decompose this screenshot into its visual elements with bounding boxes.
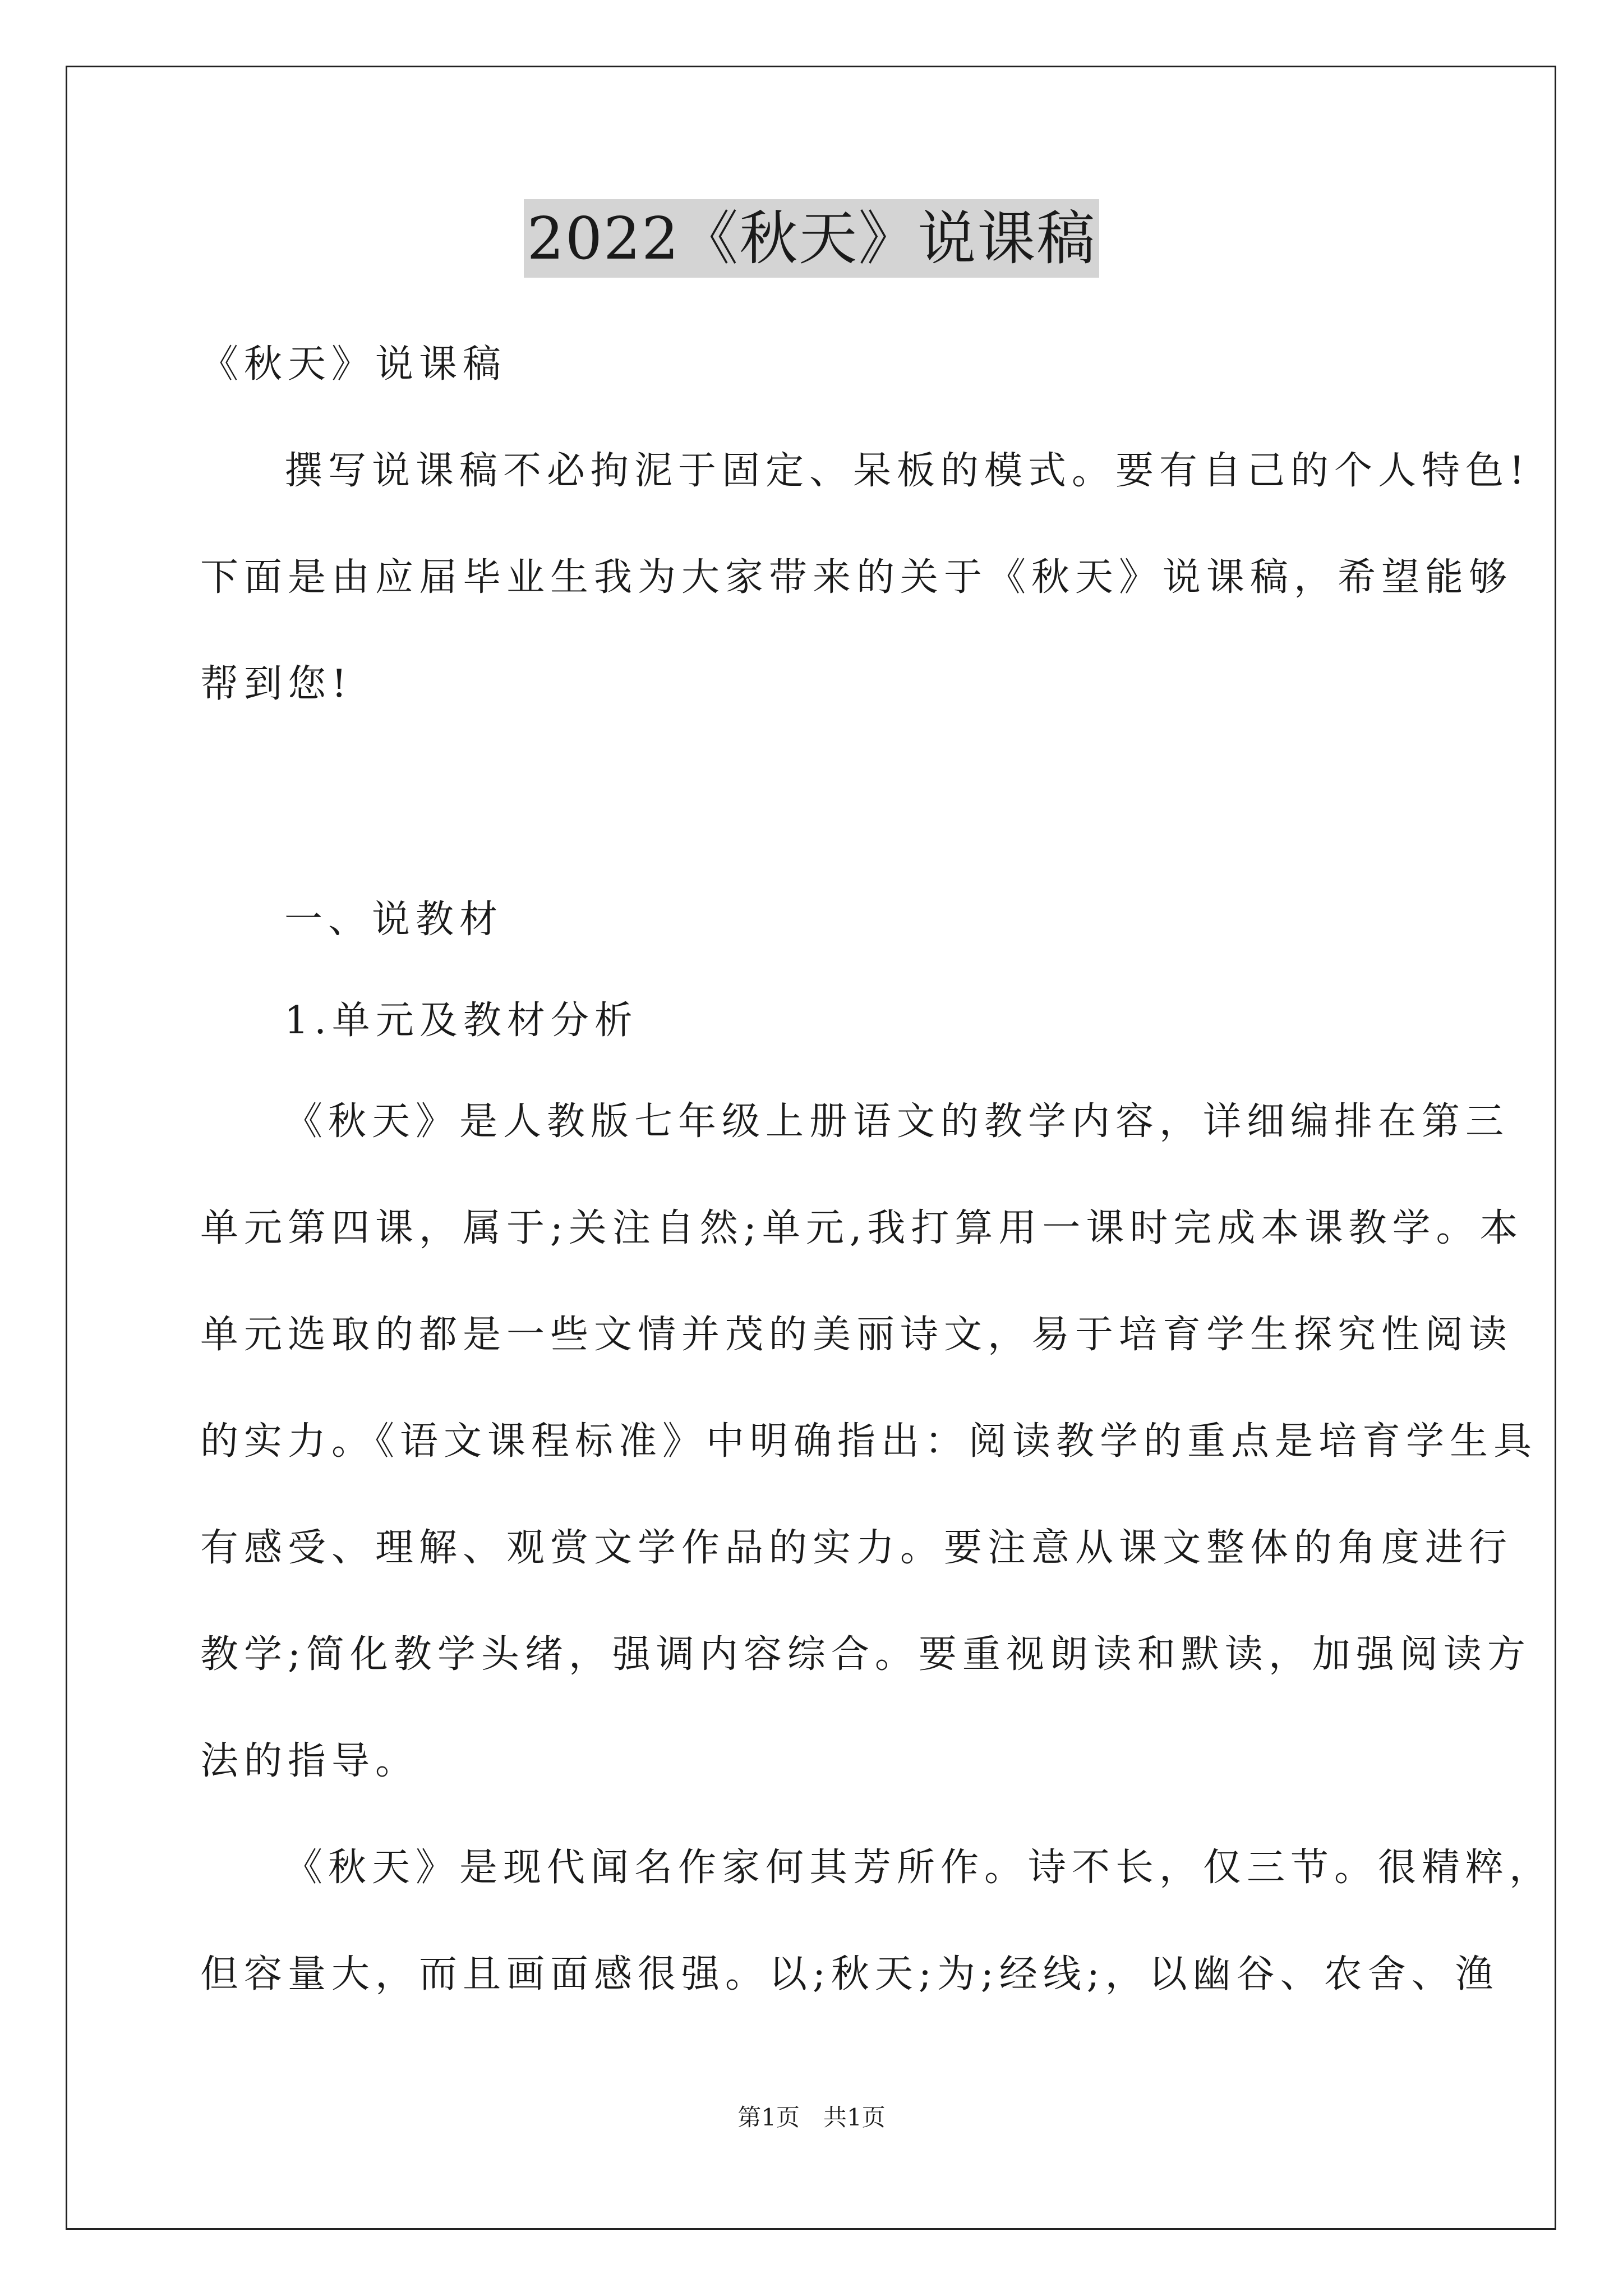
paragraph1-line: 有感受、理解、观赏文学作品的实力。要注意从课文整体的角度进行 bbox=[200, 1526, 1513, 1570]
intro-line: 帮到您! bbox=[200, 662, 353, 706]
title-container bbox=[0, 199, 1623, 278]
paragraph1-line: 单元第四课，属于;关注自然;单元,我打算用一课时完成本课教学。本 bbox=[200, 1206, 1524, 1250]
intro-line: 下面是由应届毕业生我为大家带来的关于《秋天》说课稿，希望能够 bbox=[200, 555, 1513, 600]
subsection-heading: 1.单元及教材分析 bbox=[284, 999, 638, 1043]
paragraph1-line: 教学;简化教学头绪，强调内容综合。要重视朗读和默读，加强阅读方 bbox=[200, 1632, 1531, 1677]
section-heading: 一、说教材 bbox=[284, 898, 504, 942]
document-subtitle: 《秋天》说课稿 bbox=[200, 342, 507, 386]
paragraph1-line: 《秋天》是人教版七年级上册语文的教学内容，详细编排在第三 bbox=[284, 1099, 1510, 1144]
page-number: 第1页 共1页 bbox=[737, 2104, 886, 2131]
document-title: 2022《秋天》说课稿 bbox=[524, 199, 1100, 278]
page-footer bbox=[0, 2101, 1623, 2134]
paragraph1-line: 的实力。《语文课程标准》中明确指出：阅读教学的重点是培育学生具 bbox=[200, 1419, 1538, 1464]
paragraph1-line: 单元选取的都是一些文情并茂的美丽诗文，易于培育学生探究性阅读 bbox=[200, 1313, 1513, 1357]
intro-line: 撰写说课稿不必拘泥于固定、呆板的模式。要有自己的个人特色! bbox=[284, 449, 1530, 493]
paragraph1-line: 法的指导。 bbox=[200, 1739, 419, 1783]
paragraph2-line: 《秋天》是现代闻名作家何其芳所作。诗不长，仅三节。很精粹， bbox=[284, 1846, 1553, 1890]
paragraph2-line: 但容量大，而且画面感很强。以;秋天;为;经线;，以幽谷、农舍、渔 bbox=[200, 1952, 1499, 1996]
